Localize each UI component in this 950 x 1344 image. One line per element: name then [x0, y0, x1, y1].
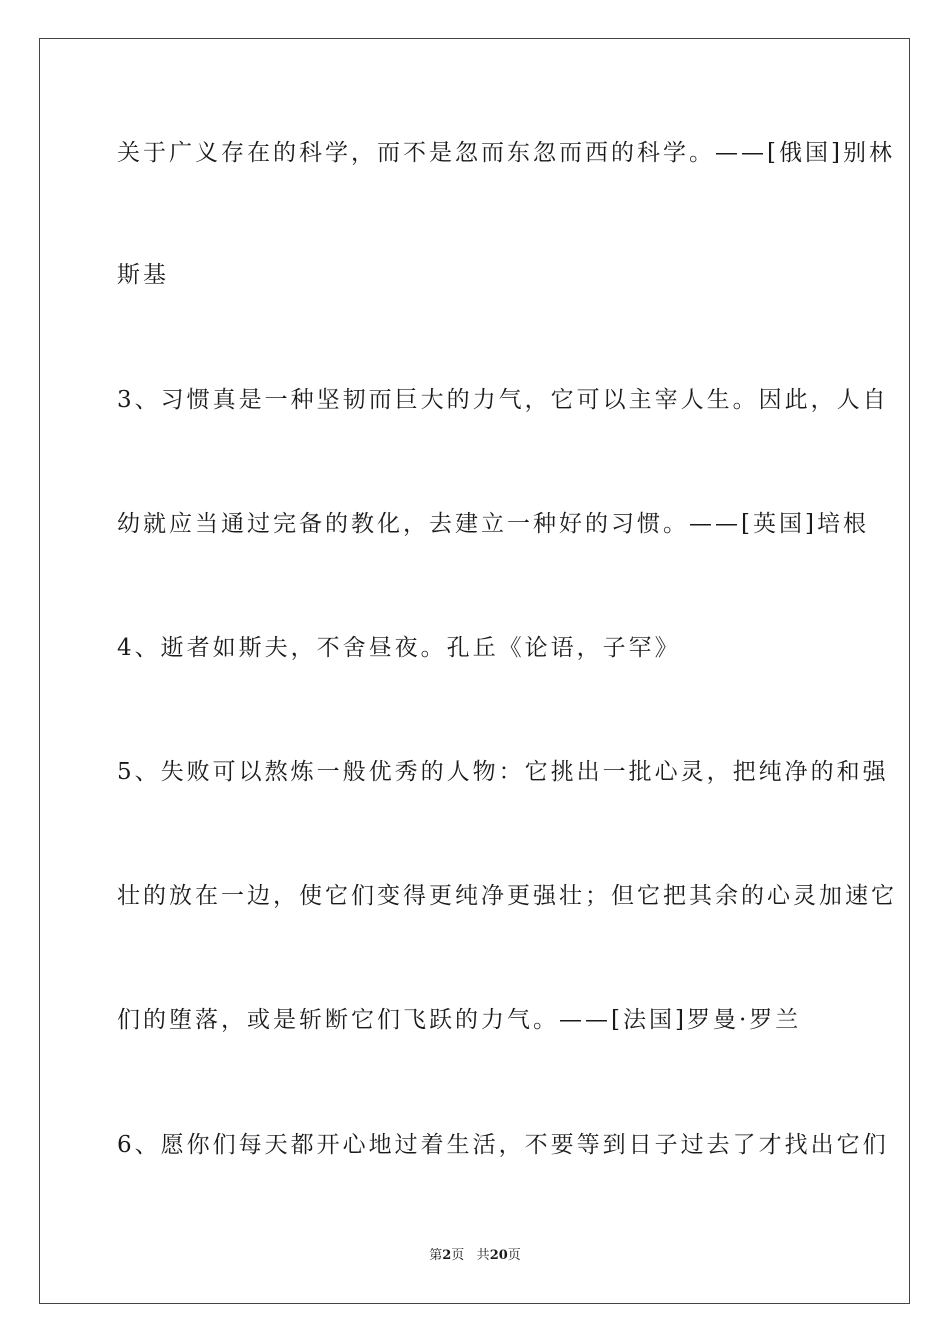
text-line-5: 4、逝者如斯夫，不舍昼夜。孔丘《论语，子罕》 [117, 635, 681, 661]
page-border [39, 38, 910, 1304]
text-line-3: 3、习惯真是一种坚韧而巨大的力气，它可以主宰人生。因此，人自 [117, 387, 889, 413]
page-number: 2 [442, 1248, 452, 1263]
text-line-7: 壮的放在一边，使它们变得更纯净更强壮；但它把其余的心灵加速它 [117, 883, 897, 909]
text-line-4: 幼就应当通过完备的教化，去建立一种好的习惯。——[英国]培根 [117, 511, 869, 537]
page-suffix: 页 [451, 1248, 465, 1263]
text-line-9: 6、愿你们每天都开心地过着生活，不要等到日子过去了才找出它们 [117, 1132, 889, 1158]
text-line-8: 们的堕落，或是斩断它们飞跃的力气。——[法国]罗曼·罗兰 [117, 1007, 802, 1033]
page-footer [0, 1247, 950, 1265]
total-suffix: 页 [507, 1248, 521, 1263]
page-prefix: 第 [429, 1248, 443, 1263]
text-line-1: 关于广义存在的科学，而不是忽而东忽而西的科学。——[俄国]别林 [117, 140, 895, 166]
total-pages: 20 [489, 1248, 508, 1263]
text-line-2: 斯基 [117, 262, 169, 288]
text-line-6: 5、失败可以熬炼一般优秀的人物：它挑出一批心灵，把纯净的和强 [117, 759, 889, 785]
total-prefix: 共 [476, 1248, 490, 1263]
